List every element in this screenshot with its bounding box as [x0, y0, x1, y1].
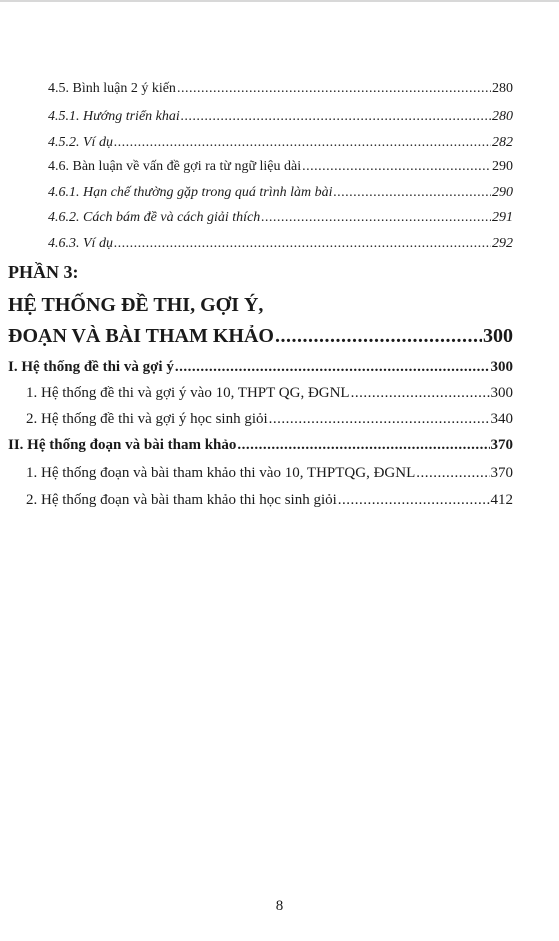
toc-section-2[interactable] — [8, 437, 513, 454]
toc-entry-page: 282 — [492, 135, 513, 150]
toc-section-label: I. Hệ thống đề thi và gợi ý — [8, 359, 174, 375]
toc-item-label: 2. Hệ thống đoạn và bài tham khảo thi học sinh giỏi — [26, 492, 337, 508]
toc-entry-4-5[interactable] — [48, 81, 513, 97]
dot-leader — [302, 159, 491, 175]
toc-item-page: 300 — [490, 385, 513, 401]
toc-entry-page: 290 — [492, 185, 513, 200]
toc-entry-label: 4.6.2. Cách bám đề và cách giải thích — [48, 210, 261, 225]
dot-leader — [237, 437, 489, 454]
toc-entry-page: 292 — [492, 236, 513, 251]
toc-entry-page: 280 — [492, 81, 513, 96]
toc-section-1[interactable] — [8, 359, 513, 376]
toc-entry-page: 291 — [492, 210, 513, 225]
dot-leader — [269, 411, 490, 428]
toc-entry-page: 290 — [492, 159, 513, 174]
part-title-line-1: HỆ THỐNG ĐỀ THI, GỢI Ý, — [8, 294, 264, 316]
dot-leader — [333, 185, 491, 201]
dot-leader — [351, 385, 490, 402]
toc-item-2-1[interactable] — [26, 465, 513, 482]
top-border — [0, 0, 559, 2]
toc-entry-label: 4.5.1. Hướng triển khai — [48, 109, 180, 124]
toc-item-page: 340 — [490, 411, 513, 427]
toc-section-page: 300 — [490, 359, 513, 375]
toc-section-page: 370 — [490, 437, 513, 453]
toc-entry-label: 4.5. Bình luận 2 ý kiến — [48, 81, 176, 96]
dot-leader — [416, 465, 489, 482]
toc-item-2-2[interactable] — [26, 492, 513, 509]
toc-entry-4-5-2[interactable] — [48, 135, 513, 151]
toc-entry-4-6-1[interactable] — [48, 185, 513, 201]
dot-leader — [114, 236, 491, 252]
toc-entry-page: 280 — [492, 109, 513, 124]
dot-leader — [275, 325, 482, 348]
toc-section-label: II. Hệ thống đoạn và bài tham khảo — [8, 437, 237, 453]
toc-item-label: 1. Hệ thống đề thi và gợi ý vào 10, THPT QG, ĐGNL — [26, 385, 350, 401]
dot-leader — [114, 135, 491, 151]
toc-entry-4-6-2[interactable] — [48, 210, 513, 226]
dot-leader — [181, 109, 491, 125]
toc-entry-label: 4.6.3. Ví dụ — [48, 236, 113, 251]
toc-item-page: 370 — [490, 465, 513, 481]
dot-leader — [261, 210, 491, 226]
page-number: 8 — [275, 898, 284, 914]
dot-leader — [177, 81, 491, 97]
toc-item-page: 412 — [490, 492, 513, 508]
toc-entry-4-5-1[interactable] — [48, 109, 513, 125]
toc-item-label: 1. Hệ thống đoạn và bài tham khảo thi vào 10, THPTQG, ĐGNL — [26, 465, 416, 481]
toc-entry-4-6[interactable] — [48, 159, 513, 175]
toc-item-label: 2. Hệ thống đề thi và gợi ý học sinh giỏi — [26, 411, 268, 427]
part-heading: PHẦN 3: — [8, 262, 79, 282]
toc-item-1-1[interactable] — [26, 385, 513, 402]
toc-entry-page: 300 — [483, 325, 513, 347]
toc-entry-label: 4.5.2. Ví dụ — [48, 135, 113, 150]
toc-item-1-2[interactable] — [26, 411, 513, 428]
part-title-line-2: ĐOẠN VÀ BÀI THAM KHẢO — [8, 325, 274, 347]
toc-entry-4-6-3[interactable] — [48, 236, 513, 252]
dot-leader — [175, 359, 490, 376]
dot-leader — [338, 492, 490, 509]
toc-entry-label: 4.6. Bàn luận về vấn đề gợi ra từ ngữ liệu dài — [48, 159, 302, 174]
toc-entry-part-3[interactable] — [8, 325, 513, 348]
toc-entry-label: 4.6.1. Hạn chế thường gặp trong quá trình làm bài — [48, 185, 333, 200]
